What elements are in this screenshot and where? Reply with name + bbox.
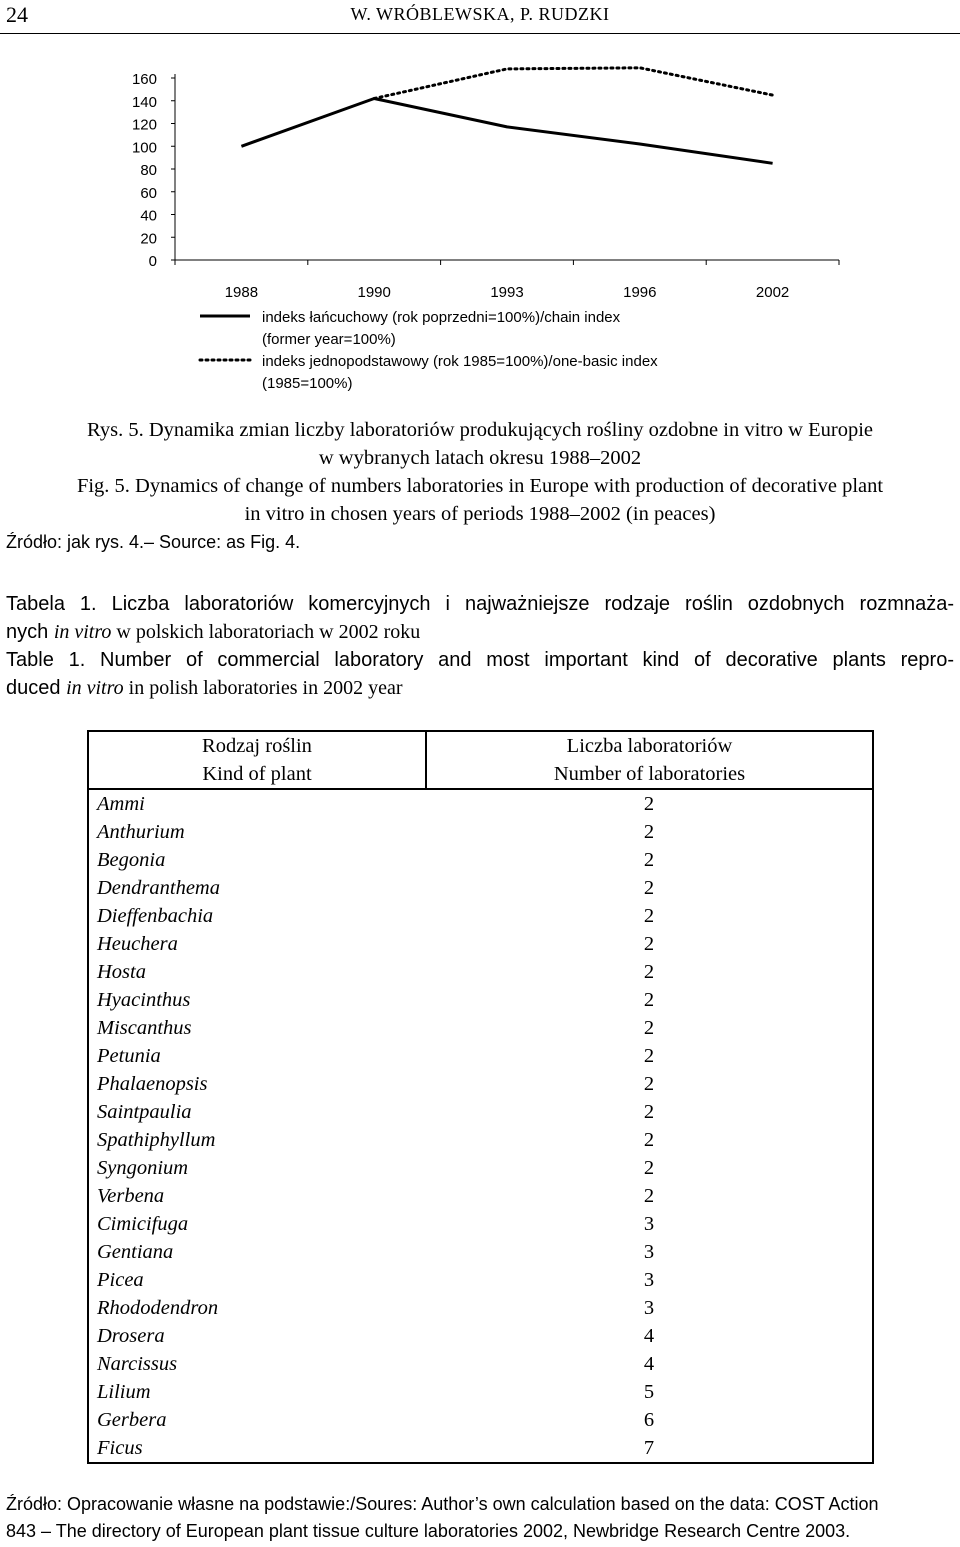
table-row: [88, 958, 873, 986]
x-tick-label: 1996: [623, 284, 657, 301]
laboratory-count: 2: [426, 874, 873, 902]
figure-caption-en-line1: Fig. 5. Dynamics of change of numbers laboratories in Europe with production of decorative plant: [76, 475, 884, 497]
x-tick-label: 1990: [357, 284, 391, 301]
figure-caption-en-line2: in vitro in chosen years of periods 1988–2002 (in peaces): [244, 503, 716, 525]
legend-label: (1985=100%): [262, 375, 353, 392]
table-row: [88, 846, 873, 874]
table-row: [88, 1042, 873, 1070]
footnote-line1: Źródło: Opracowanie własne na podstawie:/Soures: Author’s own calculation based on the data: COST Action: [6, 1494, 879, 1514]
plant-name: Syngonium: [88, 1154, 426, 1182]
column-header-count: [426, 731, 873, 789]
plant-name: Dieffenbachia: [88, 902, 426, 930]
series-line-one-basic-index: [374, 68, 772, 99]
laboratory-count: 2: [426, 789, 873, 818]
table-row: [88, 1182, 873, 1210]
running-head-authors: W. WRÓBLEWSKA, P. RUDZKI: [350, 4, 610, 24]
legend-label: indeks łańcuchowy (rok poprzedni=100%)/chain index: [262, 309, 621, 326]
table-caption-en-line1: Table 1. Number of commercial laboratory and most important kind of decorative plants repro-: [6, 649, 954, 671]
table-caption-en: [6, 646, 954, 702]
page-header: [0, 0, 960, 34]
plant-name: Heuchera: [88, 930, 426, 958]
table-row: [88, 1070, 873, 1098]
plant-name: Gentiana: [88, 1238, 426, 1266]
plant-name: Hyacinthus: [88, 986, 426, 1014]
series-line-chain-index: [241, 99, 772, 164]
plant-name: Rhododendron: [88, 1294, 426, 1322]
table-caption-en-line2: [6, 674, 954, 702]
laboratory-count: 3: [426, 1294, 873, 1322]
laboratory-count: 2: [426, 1042, 873, 1070]
table-row: [88, 902, 873, 930]
table-row: [88, 874, 873, 902]
header-rule: [0, 33, 960, 34]
column-header-kind-en: Kind of plant: [202, 763, 312, 785]
plant-name: Ammi: [88, 789, 426, 818]
x-tick-label: 1988: [224, 284, 259, 301]
table-caption-en-post: in polish laboratories in 2002 year: [123, 677, 403, 699]
laboratory-count: 2: [426, 1126, 873, 1154]
laboratory-count: 2: [426, 986, 873, 1014]
plant-name: Begonia: [88, 846, 426, 874]
laboratory-count: 5: [426, 1378, 873, 1406]
y-tick-label: 0: [148, 253, 157, 270]
table-row: [88, 1210, 873, 1238]
laboratory-count: 7: [426, 1434, 873, 1463]
y-tick-label: 140: [131, 93, 157, 111]
table-row: [88, 1322, 873, 1350]
laboratory-count: 2: [426, 1098, 873, 1126]
plant-name: Dendranthema: [88, 874, 426, 902]
plant-name: Lilium: [88, 1378, 426, 1406]
laboratory-count: 2: [426, 958, 873, 986]
table-row: [88, 1238, 873, 1266]
table-footnote: [6, 1491, 954, 1545]
table-row: [88, 1406, 873, 1434]
table-caption-pl: [6, 590, 954, 646]
figure-source: Źródło: jak rys. 4.– Source: as Fig. 4.: [6, 532, 301, 552]
laboratory-count: 4: [426, 1350, 873, 1378]
plant-name: Miscanthus: [88, 1014, 426, 1042]
laboratory-count: 3: [426, 1266, 873, 1294]
laboratory-count: 6: [426, 1406, 873, 1434]
table-row: [88, 1350, 873, 1378]
plant-name: Drosera: [88, 1322, 426, 1350]
laboratory-count: 4: [426, 1322, 873, 1350]
table-caption-en-pre: duced: [6, 677, 67, 699]
laboratory-count: 2: [426, 846, 873, 874]
table-row: [88, 930, 873, 958]
laboratory-count: 3: [426, 1210, 873, 1238]
plant-name: Hosta: [88, 958, 426, 986]
table-row: [88, 1154, 873, 1182]
plants-table: [87, 730, 874, 1464]
footnote-line2: 843 – The directory of European plant tissue culture laboratories 2002, Newbridge Research Centre 2003.: [6, 1521, 851, 1541]
table-row: [88, 1126, 873, 1154]
plant-name: Gerbera: [88, 1406, 426, 1434]
y-tick-label: 80: [140, 162, 157, 179]
plant-name: Picea: [88, 1266, 426, 1294]
legend-label: indeks jednopodstawowy (rok 1985=100%)/one-basic index: [262, 353, 658, 370]
y-tick-label: 60: [140, 184, 157, 202]
table-row: [88, 818, 873, 846]
laboratory-count: 2: [426, 1070, 873, 1098]
laboratory-count: 2: [426, 1182, 873, 1210]
x-tick-label: 1993: [490, 284, 524, 301]
page-number: 24: [6, 2, 28, 27]
table-header-row: [88, 731, 873, 789]
plant-name: Cimicifuga: [88, 1210, 426, 1238]
plant-name: Phalaenopsis: [88, 1070, 426, 1098]
y-tick-label: 40: [140, 207, 157, 225]
column-header-count-en: Number of laboratories: [553, 763, 746, 785]
laboratory-count: 3: [426, 1238, 873, 1266]
laboratory-count: 2: [426, 818, 873, 846]
legend-label: (former year=100%): [262, 331, 396, 348]
y-tick-label: 120: [131, 116, 157, 134]
plant-name: Spathiphyllum: [88, 1126, 426, 1154]
table-row: [88, 1014, 873, 1042]
y-tick-label: 160: [131, 71, 157, 88]
laboratory-count: 2: [426, 902, 873, 930]
line-chart: [100, 60, 860, 412]
laboratory-count: 2: [426, 1154, 873, 1182]
table-caption-pl-pre: nych: [6, 621, 54, 643]
figure-caption-en: [0, 472, 960, 528]
figure-caption-pl: [0, 416, 960, 472]
column-header-kind: [88, 731, 426, 789]
plant-name: Saintpaulia: [88, 1098, 426, 1126]
table-row: [88, 1434, 873, 1463]
plant-name: Narcissus: [88, 1350, 426, 1378]
plant-name: Anthurium: [88, 818, 426, 846]
table-row: [88, 1294, 873, 1322]
figure-caption-pl-line2: w wybranych latach okresu 1988–2002: [318, 447, 642, 469]
table-row: [88, 986, 873, 1014]
table-body: [88, 789, 873, 1463]
figure-caption-pl-line1: Rys. 5. Dynamika zmian liczby laboratoriów produkujących rośliny ozdobne in vitro w Europie: [87, 419, 873, 441]
table-caption-pl-post: w polskich laboratoriach w 2002 roku: [111, 621, 421, 643]
plant-name: Petunia: [88, 1042, 426, 1070]
y-tick-label: 20: [140, 230, 157, 248]
laboratory-count: 2: [426, 1014, 873, 1042]
table-row: [88, 1378, 873, 1406]
table-caption-pl-line1: Tabela 1. Liczba laboratoriów komercyjnych i najważniejsze rodzaje roślin ozdobnych rozmnaża-: [6, 593, 954, 615]
table-caption-pl-line2: [6, 618, 954, 646]
table-row: [88, 1098, 873, 1126]
plant-name: Verbena: [88, 1182, 426, 1210]
table-caption-en-italic: in vitro: [66, 677, 124, 699]
table-row: [88, 1266, 873, 1294]
table-row: [88, 789, 873, 818]
column-header-count-pl: Liczba laboratoriów: [566, 735, 733, 757]
plant-name: Ficus: [88, 1434, 426, 1463]
laboratory-count: 2: [426, 930, 873, 958]
y-tick-label: 100: [131, 139, 157, 157]
column-header-kind-pl: Rodzaj roślin: [202, 735, 312, 757]
table-caption-pl-italic: in vitro: [53, 621, 112, 643]
x-tick-label: 2002: [755, 284, 790, 301]
